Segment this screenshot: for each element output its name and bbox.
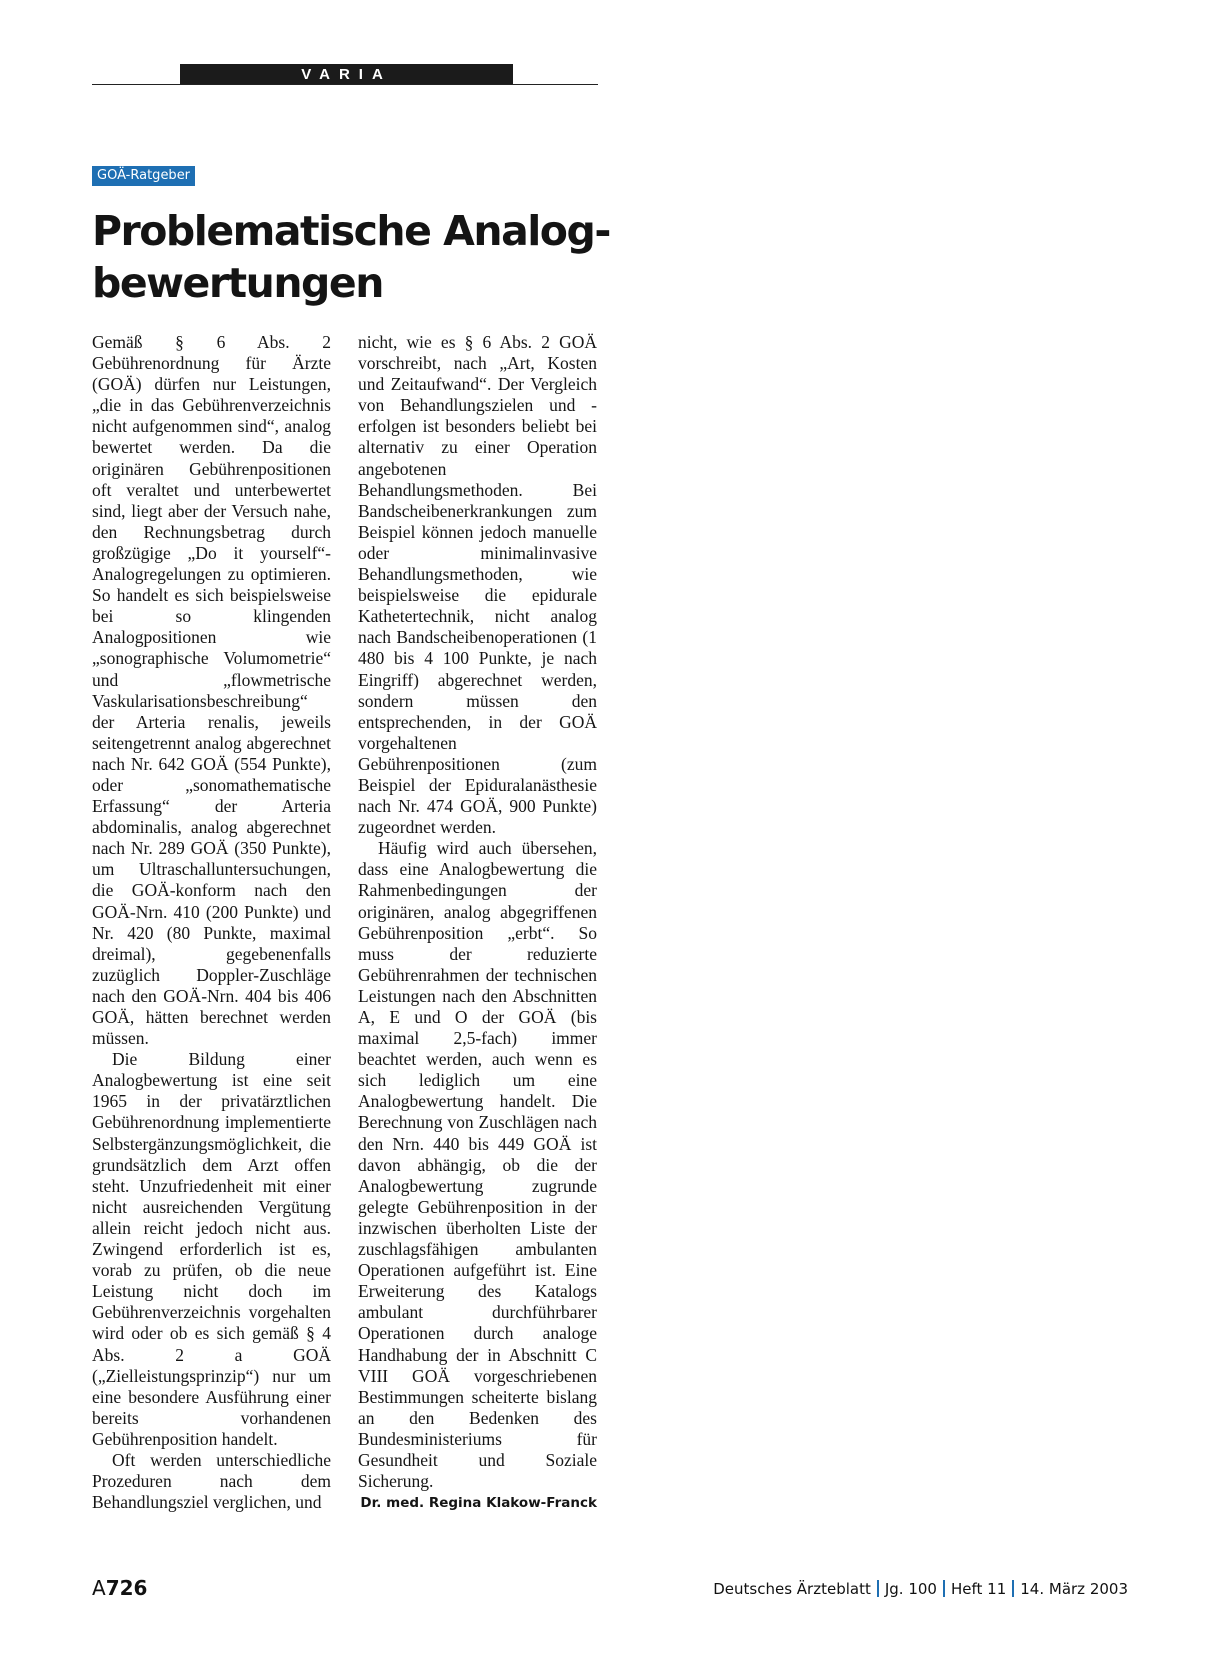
journal-date: 14. März 2003 [1020,1580,1128,1598]
section-label: VARIA [180,64,513,85]
page-number-value: 726 [105,1576,148,1600]
text-column-right [358,332,597,1513]
body-paragraph: Oft werden unterschiedliche Prozeduren nach dem Behandlungsziel verglichen, und [92,1449,331,1513]
body-paragraph: Gemäß § 6 Abs. 2 Gebührenordnung für Ärzte (GOÄ) dürfen nur Leistungen, „die in das Gebührenverzeichnis nicht aufgenommen sind“, analog bewertet werden. Da die originären Gebührenpositionen oft veraltet und unterbewertet sind, liegt aber der Versuch nahe, den Rechnungsbetrag durch großzügige „Do it yourself“-Analogregelungen zu optimieren. So handelt es sich beispielsweise bei so klingenden Analogpositionen wie „sonographische Volumometrie“ und „flowmetrische Vaskularisationsbeschreibung“ der Arteria renalis, jeweils seitengetrennt analog abgerechnet nach Nr. 642 GOÄ (554 Punkte), oder „sonomathematische Erfassung“ der Arteria abdominalis, analog abgerechnet nach Nr. 289 GOÄ (350 Punkte), um Ultraschalluntersuchungen, die GOÄ-konform nach den GOÄ-Nrn. 410 (200 Punkte) und Nr. 420 (80 Punkte, maximal dreimal), gegebenenfalls zuzüglich Doppler-Zuschläge nach den GOÄ-Nrn. 404 bis 406 GOÄ, hätten berechnet werden müssen. [92,332,331,1049]
category-badge: GOÄ-Ratgeber [92,166,195,186]
body-paragraph: Die Bildung einer Analogbewertung ist eine seit 1965 in der privatärztlichen Gebührenordnung implementierte Selbstergänzungsmöglichkeit, die grundsätzlich dem Arzt offen steht. Unzufriedenheit mit einer nicht ausreichenden Vergütung allein reicht jedoch nicht aus. Zwingend erforderlich ist es, vorab zu prüfen, ob die neue Leistung nicht doch im Gebührenverzeichnis vorgehalten wird oder ob es sich gemäß § 4 Abs. 2 a GOÄ („Zielleistungsprinzip“) nur um eine besondere Ausführung einer bereits vorhandenen Gebührenposition handelt. [92,1049,331,1449]
journal-issue: Heft 11 [950,1580,1007,1598]
journal-volume: Jg. 100 [884,1580,937,1598]
journal-citation [713,1578,1128,1600]
page-letter: A [92,1576,106,1600]
citation-separator [877,1580,879,1597]
citation-separator [943,1580,945,1597]
body-paragraph: nicht, wie es § 6 Abs. 2 GOÄ vorschreibt, nach „Art, Kosten und Zeitaufwand“. Der Vergleich von Behandlungszielen und -erfolgen ist besonders beliebt bei alternativ zu einer Operation angebotenen Behandlungsmethoden. Bei Bandscheibenerkrankungen zum Beispiel können jedoch manuelle oder minimalinvasive Behandlungsmethoden, wie beispielsweise die epidurale Kathetertechnik, nicht analog nach Bandscheibenoperationen (1 480 bis 4 100 Punkte, je nach Eingriff) abgerechnet werden, sondern müssen den entsprechenden, in der GOÄ vorgehaltenen Gebührenpositionen (zum Beispiel der Epiduralanästhesie nach Nr. 474 GOÄ, 900 Punkte) zugeordnet werden. [358,332,597,838]
article-headline [92,205,632,309]
author-byline: Dr. med. Regina Klakow-Franck [360,1495,597,1512]
journal-name: Deutsches Ärzteblatt [713,1580,871,1598]
page-number [92,1575,147,1601]
headline-line-2: bewertungen [92,259,383,307]
citation-separator [1012,1580,1014,1597]
header-rule [92,84,598,85]
headline-line-1: Problematische Analog- [92,207,610,255]
body-paragraph: Häufig wird auch übersehen, dass eine Analogbewertung die Rahmenbedingungen der originären, analog abgegriffenen Gebührenposition „erbt“. So muss der reduzierte Gebührenrahmen der technischen Leistungen nach den Abschnitten A, E und O der GOÄ (bis maximal 2,5-fach) immer beachtet werden, auch wenn es sich lediglich um eine Analogbewertung handelt. Die Berechnung von Zuschlägen nach den Nrn. 440 bis 449 GOÄ ist davon abhängig, ob die der Analogbewertung zugrunde gelegte Gebührenposition in der inzwischen überholten Liste der zuschlagsfähigen ambulanten Operationen aufgeführt ist. Eine Erweiterung des Katalogs ambulant durchführbarer Operationen durch analoge Handhabung der in Abschnitt C VIII GOÄ vorgeschriebenen Bestimmungen scheiterte bislang an den Bedenken des Bundesministeriums für Gesundheit und Soziale Sicherung. [358,838,597,1492]
text-column-left [92,332,331,1513]
